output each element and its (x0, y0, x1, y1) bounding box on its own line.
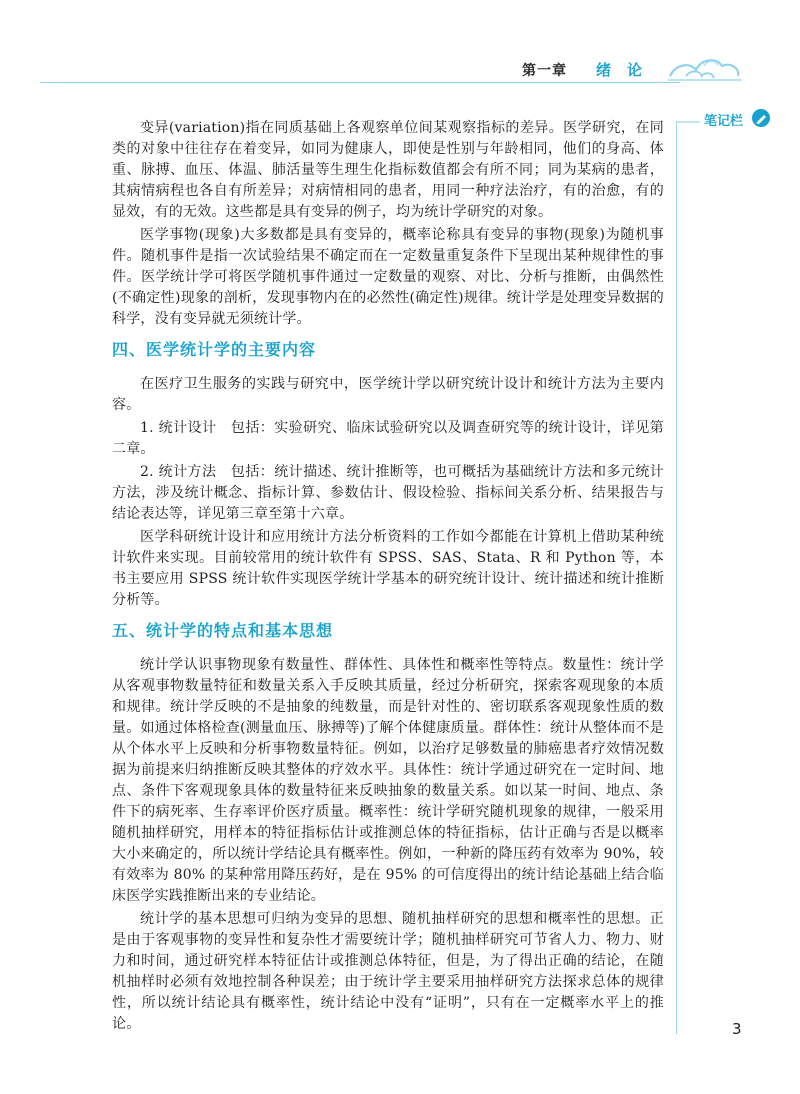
paragraph-basic-thought: 统计学的基本思想可归纳为变异的思想、随机抽样研究的思想和概率性的思想。正是由于客观事物的变异性和复杂性才需要统计学；随机抽样研究可节省人力、物力、财力和时间，通过研究样本特征估计或推测总体特征，但是，为了得出正确的结论，在随机抽样时必须有效地控制各种误差；由于统计学主要采用抽样研究方法探求总体的规律性，所以统计结论具有概率性，统计结论中没有“证明”，只有在一定概率水平上的推论。 (112, 911, 664, 1032)
section-heading-features: 五、统计学的特点和基本思想 (112, 621, 334, 640)
paragraph-random-events: 医学事物(现象)大多数都是具有变异的，概率论称具有变异的事物(现象)为随机事件。随机事件是指一次试验结果不确定而在一定数量重复条件下呈现出某种规律性的事件。医学统计学可将医学随机事件通过一定数量的观察、对比、分析与推断，由偶然性(不确定性)现象的剖析，发现事物内在的必然性(确定性)规律。统计学是处理变异数据的科学，没有变异就无须统计学。 (112, 227, 664, 327)
notes-pen-icon (750, 107, 772, 129)
paragraph-content-intro: 在医疗卫生服务的实践与研究中，医学统计学以研究统计设计和统计方法为主要内容。 (112, 376, 664, 413)
list-item-statistical-methods: 2. 统计方法 包括：统计描述、统计推断等，也可概括为基础统计方法和多元统计方法，涉及统计概念、指标计算、参数估计、假设检验、指标间关系分析、结果报告与结论表达等，详见第三章至第十六章。 (112, 464, 664, 522)
chapter-title: 绪论 (596, 61, 659, 79)
margin-rule (676, 122, 677, 1034)
paragraph-variation: 变异(variation)指在同质基础上各观察单位间某观察指标的差异。医学研究，在同类的对象中往往存在着变异，如同为健康人，即使是性别与年龄相同，他们的身高、体重、脉搏、血压、体温、肺活量等生理生化指标数值都会有所不同；同为某病的患者，其病情病程也各自有所差异；对病情相同的患者，用同一种疗法治疗，有的治愈，有的显效，有的无效。这些都是具有变异的例子，均为统计学研究的对象。 (112, 120, 664, 220)
list-item-statistical-design: 1. 统计设计 包括：实验研究、临床试验研究以及调查研究等的统计设计，详见第二章。 (112, 420, 664, 457)
running-head (0, 0, 800, 110)
cloud-ornament-icon (664, 46, 744, 90)
page-number: 3 (732, 1020, 742, 1038)
paragraph-features: 统计学认识事物现象有数量性、群体性、具体性和概率性等特点。数量性：统计学从客观事物数量特征和数量关系入手反映其质量，经过分析研究，探索客观现象的本质和规律。统计学反映的不是抽象的纯数量，而是针对性的、密切联系客观现象性质的数量。如通过体格检查(测量血压、脉搏等)了解个体健康质量。群体性：统计从整体而不是从个体水平上反映和分析事物数量特征。例如，以治疗足够数量的肺癌患者疗效情况数据为前提来归纳推断反映其整体的疗效水平。具体性：统计学通过研究在一定时间、地点、条件下客观现象具体的数量特征来反映抽象的数量关系。如以某一时间、地点、条件下的病死率、生存率评价医疗质量。概率性：统计学研究随机现象的规律，一般采用随机抽样研究，用样本的特征指标估计或推测总体的特征指标，估计正确与否是以概率大小来确定的，所以统计学结论具有概率性。例如，一种新的降压药有效率为 90%，较有效率为 80% 的某种常用降压药好，是在 95% 的可信度得出的统计结论基础上结合临床医学实践推断出来的专业结论。 (112, 657, 664, 904)
section-heading-main-content: 四、医学统计学的主要内容 (112, 340, 317, 359)
page-content (112, 118, 664, 1037)
header-rule (40, 82, 680, 83)
notes-label: 笔记栏 (704, 114, 744, 129)
paragraph-software: 医学科研统计设计和应用统计方法分析资料的工作如今都能在计算机上借助某种统计软件来实现。目前较常用的统计软件有 SPSS、SAS、Stata、R 和 Python 等，本书主要应用 SPSS 统计软件实现医学统计学基本的研究统计设计、统计描述和统计推断分析等。 (112, 529, 664, 608)
chapter-label: 第一章 (522, 63, 567, 79)
